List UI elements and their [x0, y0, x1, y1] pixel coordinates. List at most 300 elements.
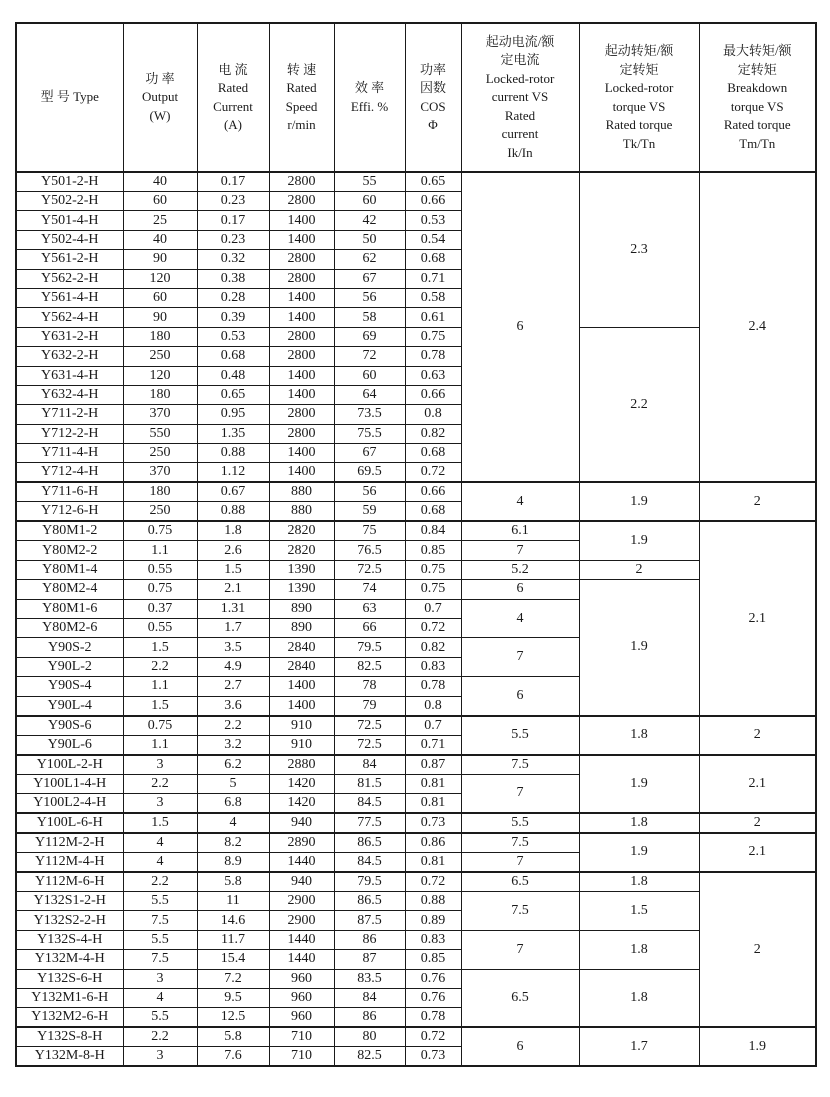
col-header-line: Speed: [285, 98, 318, 114]
cell-type: Y501-2-H: [16, 172, 123, 192]
cell-type: Y80M1-4: [16, 560, 123, 579]
table-row: [16, 872, 816, 892]
cell-speed: 2890: [269, 833, 334, 853]
cell-output: 0.55: [123, 619, 197, 638]
cell-cos: 0.68: [405, 250, 461, 269]
cell-effi: 63: [334, 599, 405, 618]
cell-output: 120: [123, 269, 197, 288]
cell-output: 0.75: [123, 521, 197, 541]
col-header-line: 效 率: [354, 80, 385, 95]
col-header-tk: [579, 23, 699, 172]
cell-current: 3.5: [197, 638, 269, 657]
cell-type: Y562-2-H: [16, 269, 123, 288]
cell-current: 14.6: [197, 911, 269, 930]
cell-speed: 2800: [269, 192, 334, 211]
cell-output: 180: [123, 482, 197, 502]
cell-output: 2.2: [123, 872, 197, 892]
cell-cos: 0.63: [405, 366, 461, 385]
cell-type: Y132S1-2-H: [16, 891, 123, 910]
cell-effi: 82.5: [334, 1047, 405, 1067]
cell-effi: 86: [334, 1008, 405, 1028]
cell-output: 0.75: [123, 716, 197, 736]
cell-effi: 79.5: [334, 872, 405, 892]
table-row: [16, 833, 816, 853]
cell-effi: 59: [334, 502, 405, 522]
cell-speed: 880: [269, 502, 334, 522]
col-header-line: torque VS: [730, 98, 784, 114]
cell-type: Y80M2-2: [16, 541, 123, 560]
cell-cos: 0.66: [405, 482, 461, 502]
col-header-line: 定转矩: [737, 61, 777, 77]
cell-current: 4.9: [197, 657, 269, 676]
table-row: [16, 891, 816, 910]
cell-output: 1.5: [123, 696, 197, 716]
cell-output: 0.55: [123, 560, 197, 579]
col-header-output: [123, 23, 197, 172]
cell-ik-in: 6.5: [461, 969, 579, 1027]
table-row: [16, 521, 816, 541]
cell-speed: 2800: [269, 172, 334, 192]
cell-speed: 1390: [269, 560, 334, 579]
cell-effi: 50: [334, 230, 405, 249]
cell-cos: 0.88: [405, 891, 461, 910]
cell-effi: 78: [334, 677, 405, 696]
cell-effi: 76.5: [334, 541, 405, 560]
cell-tm-tn: 2.1: [699, 521, 816, 715]
cell-ik-in: 5.2: [461, 560, 579, 579]
cell-tk-tn: 1.8: [579, 872, 699, 892]
cell-type: Y561-2-H: [16, 250, 123, 269]
cell-cos: 0.75: [405, 560, 461, 579]
col-header-line: torque VS: [612, 98, 666, 114]
cell-output: 370: [123, 463, 197, 483]
cell-cos: 0.81: [405, 774, 461, 793]
cell-type: Y562-4-H: [16, 308, 123, 327]
cell-ik-in: 5.5: [461, 716, 579, 755]
cell-current: 0.38: [197, 269, 269, 288]
cell-output: 5.5: [123, 1008, 197, 1028]
cell-type: Y711-4-H: [16, 444, 123, 463]
cell-current: 0.17: [197, 172, 269, 192]
cell-tk-tn: 2.3: [579, 172, 699, 327]
cell-output: 0.37: [123, 599, 197, 618]
cell-ik-in: 6.5: [461, 872, 579, 892]
cell-tk-tn: 1.9: [579, 755, 699, 813]
cell-tm-tn: 2.1: [699, 833, 816, 872]
cell-cos: 0.54: [405, 230, 461, 249]
cell-speed: 2900: [269, 911, 334, 930]
table-row: [16, 755, 816, 775]
cell-type: Y561-4-H: [16, 288, 123, 307]
cell-current: 0.88: [197, 502, 269, 522]
cell-cos: 0.71: [405, 735, 461, 755]
table-row: [16, 969, 816, 988]
cell-output: 180: [123, 327, 197, 346]
motor-spec-table: [15, 22, 817, 1067]
col-header-line: 起动转矩/额: [604, 43, 674, 58]
cell-cos: 0.83: [405, 657, 461, 676]
cell-effi: 86: [334, 930, 405, 949]
cell-type: Y132S-8-H: [16, 1027, 123, 1047]
cell-output: 3: [123, 969, 197, 988]
cell-ik-in: 7: [461, 638, 579, 677]
col-header-line: 定电流: [500, 52, 540, 68]
cell-speed: 2820: [269, 541, 334, 560]
cell-tk-tn: 1.9: [579, 482, 699, 521]
cell-cos: 0.82: [405, 424, 461, 443]
cell-tk-tn: 1.7: [579, 1027, 699, 1066]
cell-speed: 2820: [269, 521, 334, 541]
col-header-cos: [405, 23, 461, 172]
cell-current: 2.6: [197, 541, 269, 560]
cell-ik-in: 7: [461, 541, 579, 560]
cell-current: 12.5: [197, 1008, 269, 1028]
cell-speed: 1400: [269, 385, 334, 404]
cell-output: 250: [123, 347, 197, 366]
cell-effi: 82.5: [334, 657, 405, 676]
cell-speed: 880: [269, 482, 334, 502]
cell-tk-tn: 1.9: [579, 580, 699, 716]
table-row: [16, 482, 816, 502]
cell-current: 1.12: [197, 463, 269, 483]
cell-speed: 910: [269, 716, 334, 736]
cell-current: 5: [197, 774, 269, 793]
cell-output: 3: [123, 1047, 197, 1067]
cell-cos: 0.68: [405, 502, 461, 522]
cell-current: 0.39: [197, 308, 269, 327]
cell-current: 7.6: [197, 1047, 269, 1067]
cell-output: 1.1: [123, 541, 197, 560]
cell-cos: 0.65: [405, 172, 461, 192]
cell-type: Y90S-6: [16, 716, 123, 736]
cell-current: 1.5: [197, 560, 269, 579]
cell-type: Y132M1-6-H: [16, 988, 123, 1007]
cell-type: Y632-2-H: [16, 347, 123, 366]
col-header-line: 最大转矩/额: [722, 43, 792, 58]
col-header-effi: [334, 23, 405, 172]
cell-cos: 0.73: [405, 813, 461, 833]
cell-speed: 2800: [269, 269, 334, 288]
col-header-line: Locked-rotor: [485, 70, 555, 86]
cell-tk-tn: 2.2: [579, 327, 699, 482]
cell-effi: 86.5: [334, 891, 405, 910]
cell-cos: 0.78: [405, 677, 461, 696]
cell-effi: 79: [334, 696, 405, 716]
col-header-line: 电 流: [218, 61, 248, 77]
col-header-line: Φ: [428, 117, 438, 132]
cell-ik-in: 7.5: [461, 755, 579, 775]
cell-effi: 72.5: [334, 735, 405, 755]
cell-current: 8.9: [197, 852, 269, 872]
cell-current: 2.1: [197, 580, 269, 599]
col-header-line: 功 率: [145, 70, 175, 86]
cell-speed: 1400: [269, 308, 334, 327]
cell-speed: 910: [269, 735, 334, 755]
cell-tm-tn: 2: [699, 872, 816, 1027]
cell-speed: 1440: [269, 930, 334, 949]
cell-cos: 0.81: [405, 793, 461, 813]
cell-output: 7.5: [123, 911, 197, 930]
cell-current: 5.8: [197, 1027, 269, 1047]
cell-effi: 67: [334, 444, 405, 463]
cell-tm-tn: 2: [699, 716, 816, 755]
cell-output: 2.2: [123, 1027, 197, 1047]
cell-speed: 2840: [269, 657, 334, 676]
cell-output: 2.2: [123, 657, 197, 676]
cell-speed: 1400: [269, 211, 334, 230]
cell-output: 5.5: [123, 930, 197, 949]
cell-speed: 2800: [269, 424, 334, 443]
cell-output: 90: [123, 308, 197, 327]
col-header-tm: [699, 23, 816, 172]
cell-output: 3: [123, 755, 197, 775]
cell-tk-tn: 1.8: [579, 969, 699, 1027]
col-header-current: [197, 23, 269, 172]
cell-cos: 0.73: [405, 1047, 461, 1067]
cell-output: 5.5: [123, 891, 197, 910]
col-header-line: 功率: [419, 61, 446, 77]
cell-ik-in: 6: [461, 677, 579, 716]
cell-speed: 1440: [269, 950, 334, 969]
cell-current: 0.68: [197, 347, 269, 366]
col-header-line: Rated: [217, 80, 249, 95]
cell-cos: 0.87: [405, 755, 461, 775]
cell-effi: 87.5: [334, 911, 405, 930]
cell-cos: 0.85: [405, 950, 461, 969]
cell-cos: 0.68: [405, 444, 461, 463]
cell-speed: 1440: [269, 852, 334, 872]
cell-speed: 940: [269, 813, 334, 833]
cell-type: Y632-4-H: [16, 385, 123, 404]
col-header-line: current VS: [491, 89, 549, 105]
cell-tm-tn: 2: [699, 482, 816, 521]
cell-type: Y132M-8-H: [16, 1047, 123, 1067]
cell-output: 250: [123, 502, 197, 522]
cell-speed: 2840: [269, 638, 334, 657]
cell-type: Y631-2-H: [16, 327, 123, 346]
cell-cos: 0.7: [405, 599, 461, 618]
cell-cos: 0.71: [405, 269, 461, 288]
cell-cos: 0.89: [405, 911, 461, 930]
cell-current: 1.8: [197, 521, 269, 541]
cell-cos: 0.75: [405, 580, 461, 599]
cell-current: 1.7: [197, 619, 269, 638]
cell-current: 5.8: [197, 872, 269, 892]
cell-output: 370: [123, 405, 197, 424]
col-header-line: 因数: [419, 80, 446, 95]
cell-tm-tn: 1.9: [699, 1027, 816, 1066]
cell-current: 0.48: [197, 366, 269, 385]
cell-type: Y132S2-2-H: [16, 911, 123, 930]
cell-type: Y90L-2: [16, 657, 123, 676]
cell-cos: 0.78: [405, 1008, 461, 1028]
cell-output: 550: [123, 424, 197, 443]
col-header-line: Tk/Tn: [622, 135, 656, 151]
col-header-line: 起动电流/额: [485, 33, 555, 49]
cell-output: 180: [123, 385, 197, 404]
table-row: [16, 813, 816, 833]
cell-cos: 0.72: [405, 463, 461, 483]
cell-effi: 74: [334, 580, 405, 599]
cell-current: 6.2: [197, 755, 269, 775]
cell-type: Y80M1-2: [16, 521, 123, 541]
cell-speed: 1420: [269, 793, 334, 813]
cell-type: Y132M2-6-H: [16, 1008, 123, 1028]
cell-ik-in: 6: [461, 580, 579, 599]
cell-speed: 890: [269, 619, 334, 638]
cell-current: 2.7: [197, 677, 269, 696]
cell-current: 15.4: [197, 950, 269, 969]
cell-current: 9.5: [197, 988, 269, 1007]
cell-current: 2.2: [197, 716, 269, 736]
cell-output: 1.1: [123, 735, 197, 755]
cell-cos: 0.72: [405, 872, 461, 892]
cell-current: 0.53: [197, 327, 269, 346]
cell-effi: 84.5: [334, 793, 405, 813]
col-header-ik: [461, 23, 579, 172]
col-header-line: Ik/In: [507, 144, 533, 160]
col-header-line: (A): [223, 117, 243, 132]
cell-speed: 1400: [269, 677, 334, 696]
col-header-line: Rated: [504, 107, 536, 123]
cell-ik-in: 7: [461, 930, 579, 969]
cell-type: Y80M2-6: [16, 619, 123, 638]
cell-ik-in: 7.5: [461, 833, 579, 853]
col-header-line: 型 号 Type: [40, 89, 99, 105]
cell-type: Y100L-2-H: [16, 755, 123, 775]
col-header-line: Output: [141, 89, 179, 105]
cell-speed: 960: [269, 988, 334, 1007]
cell-effi: 72.5: [334, 560, 405, 579]
cell-cos: 0.82: [405, 638, 461, 657]
cell-effi: 72: [334, 347, 405, 366]
cell-output: 60: [123, 288, 197, 307]
cell-cos: 0.72: [405, 1027, 461, 1047]
cell-effi: 75: [334, 521, 405, 541]
cell-type: Y132S-4-H: [16, 930, 123, 949]
cell-tk-tn: 1.8: [579, 716, 699, 755]
table-row: [16, 172, 816, 192]
cell-output: 40: [123, 230, 197, 249]
cell-type: Y80M1-6: [16, 599, 123, 618]
cell-current: 1.35: [197, 424, 269, 443]
cell-type: Y502-2-H: [16, 192, 123, 211]
cell-tm-tn: 2: [699, 813, 816, 833]
cell-effi: 60: [334, 366, 405, 385]
cell-speed: 1390: [269, 580, 334, 599]
cell-current: 11.7: [197, 930, 269, 949]
cell-effi: 77.5: [334, 813, 405, 833]
cell-current: 8.2: [197, 833, 269, 853]
cell-current: 0.23: [197, 192, 269, 211]
cell-output: 4: [123, 852, 197, 872]
cell-cos: 0.86: [405, 833, 461, 853]
cell-effi: 73.5: [334, 405, 405, 424]
cell-cos: 0.66: [405, 385, 461, 404]
cell-ik-in: 5.5: [461, 813, 579, 833]
cell-current: 0.32: [197, 250, 269, 269]
cell-type: Y712-4-H: [16, 463, 123, 483]
col-header-type: [16, 23, 123, 172]
cell-speed: 1400: [269, 444, 334, 463]
cell-ik-in: 7: [461, 852, 579, 872]
cell-effi: 58: [334, 308, 405, 327]
cell-speed: 960: [269, 1008, 334, 1028]
cell-type: Y90S-2: [16, 638, 123, 657]
cell-current: 0.65: [197, 385, 269, 404]
col-header-line: Breakdown: [727, 80, 788, 95]
col-header-line: Locked-rotor: [604, 80, 674, 95]
cell-output: 120: [123, 366, 197, 385]
table-row: [16, 327, 816, 346]
cell-output: 90: [123, 250, 197, 269]
cell-type: Y90L-4: [16, 696, 123, 716]
cell-effi: 62: [334, 250, 405, 269]
cell-effi: 75.5: [334, 424, 405, 443]
cell-cos: 0.8: [405, 405, 461, 424]
cell-current: 11: [197, 891, 269, 910]
col-header-line: Rated torque: [605, 117, 673, 132]
cell-output: 1.1: [123, 677, 197, 696]
cell-ik-in: 7.5: [461, 891, 579, 930]
table-header: [16, 23, 816, 172]
col-header-line: 定转矩: [619, 61, 659, 77]
cell-speed: 1400: [269, 288, 334, 307]
cell-type: Y112M-2-H: [16, 833, 123, 853]
cell-current: 4: [197, 813, 269, 833]
cell-effi: 64: [334, 385, 405, 404]
cell-type: Y90L-6: [16, 735, 123, 755]
cell-current: 0.88: [197, 444, 269, 463]
cell-type: Y711-2-H: [16, 405, 123, 424]
cell-current: 0.28: [197, 288, 269, 307]
cell-speed: 2800: [269, 347, 334, 366]
cell-effi: 69.5: [334, 463, 405, 483]
cell-cos: 0.53: [405, 211, 461, 230]
cell-cos: 0.61: [405, 308, 461, 327]
cell-type: Y711-6-H: [16, 482, 123, 502]
cell-cos: 0.58: [405, 288, 461, 307]
cell-ik-in: 6: [461, 172, 579, 482]
cell-speed: 2900: [269, 891, 334, 910]
cell-effi: 67: [334, 269, 405, 288]
cell-current: 7.2: [197, 969, 269, 988]
cell-tk-tn: 1.9: [579, 833, 699, 872]
cell-cos: 0.72: [405, 619, 461, 638]
cell-current: 3.2: [197, 735, 269, 755]
table-row: [16, 1027, 816, 1047]
cell-output: 60: [123, 192, 197, 211]
cell-type: Y712-6-H: [16, 502, 123, 522]
cell-type: Y631-4-H: [16, 366, 123, 385]
cell-speed: 890: [269, 599, 334, 618]
cell-tm-tn: 2.1: [699, 755, 816, 813]
cell-cos: 0.75: [405, 327, 461, 346]
cell-tk-tn: 2: [579, 560, 699, 579]
cell-type: Y502-4-H: [16, 230, 123, 249]
cell-speed: 1420: [269, 774, 334, 793]
cell-cos: 0.76: [405, 988, 461, 1007]
cell-effi: 81.5: [334, 774, 405, 793]
cell-output: 4: [123, 833, 197, 853]
cell-current: 0.23: [197, 230, 269, 249]
cell-effi: 42: [334, 211, 405, 230]
cell-effi: 84.5: [334, 852, 405, 872]
cell-speed: 1400: [269, 230, 334, 249]
cell-ik-in: 7: [461, 774, 579, 813]
cell-output: 1.5: [123, 813, 197, 833]
cell-type: Y501-4-H: [16, 211, 123, 230]
